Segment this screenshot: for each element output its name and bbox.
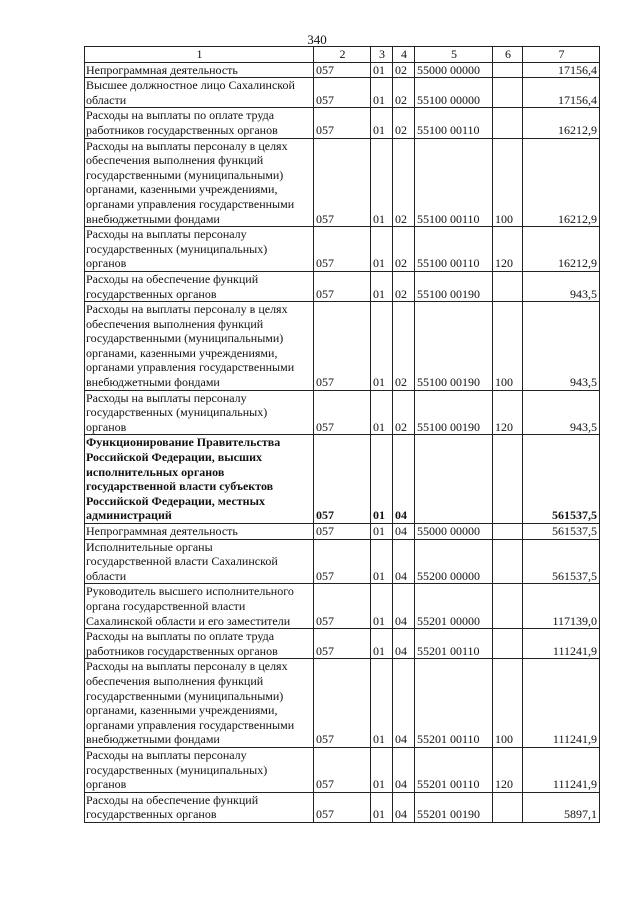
expense-name-line: государственной власти Сахалинской [86, 554, 278, 569]
expense-type-code: 100 [493, 659, 523, 748]
subsection-code: 04 [393, 584, 415, 629]
target-article-code: 55200 00000 [415, 539, 493, 584]
expense-name [85, 629, 314, 659]
expense-name-line: исполнительных органов [86, 464, 225, 479]
expense-name-line: органами, казенными учреждениями, [86, 345, 278, 360]
subsection-code: 02 [393, 227, 415, 272]
expense-name-line: Высшее должностное лицо Сахалинской [86, 78, 295, 93]
expense-type-code [493, 539, 523, 584]
table-row [85, 629, 600, 659]
section-code: 01 [371, 629, 393, 659]
column-number-2: 2 [314, 47, 371, 63]
expense-name-line: государственных (муниципальных) [86, 405, 268, 420]
section-code: 01 [371, 539, 393, 584]
amount: 561537,5 [523, 435, 600, 524]
expense-type-code [493, 584, 523, 629]
subsection-code: 04 [393, 792, 415, 822]
subsection-code: 04 [393, 539, 415, 584]
department-code: 057 [314, 792, 371, 822]
expense-type-code [493, 108, 523, 138]
subsection-code: 04 [393, 629, 415, 659]
expense-name-line: области [86, 568, 127, 583]
expense-name [85, 302, 314, 391]
expense-name-line: Расходы на обеспечение функций [86, 271, 259, 286]
section-code: 01 [371, 524, 393, 540]
expense-type-code [493, 629, 523, 659]
amount: 16212,9 [523, 227, 600, 272]
subsection-code: 02 [393, 390, 415, 435]
department-code: 057 [314, 138, 371, 227]
budget-table [84, 46, 600, 823]
amount: 111241,9 [523, 629, 600, 659]
expense-name-line: Сахалинской области и его заместители [86, 613, 291, 628]
amount: 5897,1 [523, 792, 600, 822]
subsection-code: 04 [393, 747, 415, 792]
expense-name [85, 227, 314, 272]
budget-table-body [85, 47, 600, 823]
expense-name-line: администраций [86, 508, 172, 523]
section-code: 01 [371, 271, 393, 301]
subsection-code: 04 [393, 435, 415, 524]
target-article-code: 55100 00190 [415, 302, 493, 391]
expense-name-line: внебюджетными фондами [86, 732, 220, 747]
section-code: 01 [371, 227, 393, 272]
subsection-code: 02 [393, 302, 415, 391]
subsection-code: 02 [393, 78, 415, 108]
target-article-code: 55000 00000 [415, 62, 493, 78]
table-row [85, 435, 600, 524]
table-row [85, 108, 600, 138]
column-number-7: 7 [523, 47, 600, 63]
amount: 943,5 [523, 390, 600, 435]
amount: 561537,5 [523, 524, 600, 540]
expense-type-code: 120 [493, 390, 523, 435]
expense-name-line: Расходы на выплаты персоналу [86, 747, 247, 762]
expense-type-code: 120 [493, 747, 523, 792]
section-code: 01 [371, 747, 393, 792]
table-row [85, 659, 600, 748]
section-code: 01 [371, 435, 393, 524]
amount: 16212,9 [523, 108, 600, 138]
target-article-code: 55100 00110 [415, 227, 493, 272]
expense-name-line: Российской Федерации, местных [86, 493, 265, 508]
department-code: 057 [314, 390, 371, 435]
column-number-row [85, 47, 600, 63]
table-row [85, 62, 600, 78]
expense-name [85, 539, 314, 584]
expense-name [85, 435, 314, 524]
column-number-5: 5 [415, 47, 493, 63]
expense-name-line: Руководитель высшего исполнительного [86, 584, 294, 599]
expense-name-line: внебюджетными фондами [86, 211, 220, 226]
section-code: 01 [371, 302, 393, 391]
expense-name-line: Российской Федерации, высших [86, 450, 263, 465]
expense-name-line: государственной власти субъектов [86, 479, 274, 494]
amount: 561537,5 [523, 539, 600, 584]
expense-name-line: Расходы на выплаты персоналу [86, 390, 247, 405]
expense-name-line: органов [86, 777, 127, 792]
expense-name-line: обеспечения выполнения функций [86, 316, 264, 331]
table-row [85, 584, 600, 629]
expense-name-line: государственных (муниципальных) [86, 241, 268, 256]
table-row [85, 792, 600, 822]
column-number-4: 4 [393, 47, 415, 63]
expense-name-line: органами управления государственными [86, 196, 295, 211]
expense-type-code: 120 [493, 227, 523, 272]
section-code: 01 [371, 390, 393, 435]
target-article-code: 55201 00190 [415, 792, 493, 822]
target-article-code: 55201 00110 [415, 747, 493, 792]
expense-type-code [493, 524, 523, 540]
section-code: 01 [371, 584, 393, 629]
table-row [85, 78, 600, 108]
page-number: 340 [307, 32, 327, 47]
amount: 17156,4 [523, 62, 600, 78]
expense-name-line: работников государственных органов [86, 643, 278, 658]
expense-name-line: государственных органов [86, 286, 217, 301]
expense-name-line: Расходы на выплаты персоналу в целях [86, 302, 288, 317]
target-article-code: 55201 00110 [415, 659, 493, 748]
target-article-code: 55100 00000 [415, 78, 493, 108]
section-code: 01 [371, 78, 393, 108]
expense-name [85, 138, 314, 227]
amount: 111241,9 [523, 747, 600, 792]
subsection-code: 02 [393, 62, 415, 78]
table-row [85, 390, 600, 435]
subsection-code: 02 [393, 108, 415, 138]
table-row [85, 227, 600, 272]
section-code: 01 [371, 138, 393, 227]
target-article-code: 55000 00000 [415, 524, 493, 540]
department-code: 057 [314, 227, 371, 272]
expense-name-line: Непрограммная деятельность [86, 62, 238, 77]
target-article-code: 55100 00190 [415, 271, 493, 301]
expense-name-line: области [86, 92, 127, 107]
expense-name-line: Расходы на обеспечение функций [86, 792, 259, 807]
table-row [85, 524, 600, 540]
expense-name-line: органами, казенными учреждениями, [86, 703, 278, 718]
section-code: 01 [371, 108, 393, 138]
expense-name-line: обеспечения выполнения функций [86, 673, 264, 688]
expense-name-line: органами управления государственными [86, 360, 295, 375]
expense-name-line: Расходы на выплаты персоналу в целях [86, 659, 288, 674]
department-code: 057 [314, 62, 371, 78]
target-article-code: 55201 00110 [415, 629, 493, 659]
amount: 17156,4 [523, 78, 600, 108]
expense-type-code [493, 792, 523, 822]
expense-type-code [493, 435, 523, 524]
expense-type-code [493, 78, 523, 108]
department-code: 057 [314, 108, 371, 138]
expense-name-line: государственных (муниципальных) [86, 762, 268, 777]
department-code: 057 [314, 659, 371, 748]
department-code: 057 [314, 747, 371, 792]
subsection-code: 02 [393, 138, 415, 227]
subsection-code: 04 [393, 659, 415, 748]
expense-name [85, 271, 314, 301]
expense-name [85, 747, 314, 792]
table-row [85, 302, 600, 391]
department-code: 057 [314, 584, 371, 629]
expense-name-line: государственными (муниципальными) [86, 331, 284, 346]
department-code: 057 [314, 302, 371, 391]
expense-type-code: 100 [493, 302, 523, 391]
expense-name-line: Расходы на выплаты по оплате труда [86, 629, 275, 644]
department-code: 057 [314, 78, 371, 108]
section-code: 01 [371, 62, 393, 78]
expense-name [85, 390, 314, 435]
expense-name-line: работников государственных органов [86, 122, 278, 137]
expense-name-line: органов [86, 419, 127, 434]
department-code: 057 [314, 435, 371, 524]
target-article-code: 55201 00000 [415, 584, 493, 629]
amount: 117139,0 [523, 584, 600, 629]
column-number-6: 6 [493, 47, 523, 63]
expense-type-code [493, 271, 523, 301]
target-article-code: 55100 00110 [415, 138, 493, 227]
expense-name [85, 524, 314, 540]
expense-name-line: государственных органов [86, 807, 217, 822]
target-article-code: 55100 00190 [415, 390, 493, 435]
subsection-code: 02 [393, 271, 415, 301]
target-article-code: 55100 00110 [415, 108, 493, 138]
expense-name-line: внебюджетными фондами [86, 375, 220, 390]
expense-type-code [493, 62, 523, 78]
expense-name-line: органов [86, 256, 127, 271]
expense-name-line: Расходы на выплаты персоналу [86, 227, 247, 242]
expense-type-code: 100 [493, 138, 523, 227]
department-code: 057 [314, 524, 371, 540]
expense-name [85, 792, 314, 822]
expense-name-line: Функционирование Правительства [86, 435, 281, 450]
department-code: 057 [314, 271, 371, 301]
table-row [85, 747, 600, 792]
amount: 111241,9 [523, 659, 600, 748]
expense-name-line: органа государственной власти [86, 598, 246, 613]
expense-name [85, 108, 314, 138]
expense-name-line: Исполнительные органы [86, 539, 213, 554]
section-code: 01 [371, 659, 393, 748]
expense-name-line: Расходы на выплаты персоналу в целях [86, 138, 288, 153]
column-number-3: 3 [371, 47, 393, 63]
expense-name [85, 584, 314, 629]
section-code: 01 [371, 792, 393, 822]
expense-name-line: органами, казенными учреждениями, [86, 182, 278, 197]
expense-name-line: государственными (муниципальными) [86, 688, 284, 703]
expense-name [85, 62, 314, 78]
table-row [85, 271, 600, 301]
expense-name [85, 659, 314, 748]
table-row [85, 138, 600, 227]
expense-name-line: Непрограммная деятельность [86, 524, 238, 538]
amount: 943,5 [523, 271, 600, 301]
department-code: 057 [314, 629, 371, 659]
table-row [85, 539, 600, 584]
amount: 943,5 [523, 302, 600, 391]
amount: 16212,9 [523, 138, 600, 227]
expense-name [85, 78, 314, 108]
expense-name-line: Расходы на выплаты по оплате труда [86, 108, 275, 123]
subsection-code: 04 [393, 524, 415, 540]
expense-name-line: обеспечения выполнения функций [86, 153, 264, 168]
column-number-1: 1 [85, 47, 314, 63]
expense-name-line: органами управления государственными [86, 717, 295, 732]
department-code: 057 [314, 539, 371, 584]
expense-name-line: государственными (муниципальными) [86, 167, 284, 182]
target-article-code [415, 435, 493, 524]
